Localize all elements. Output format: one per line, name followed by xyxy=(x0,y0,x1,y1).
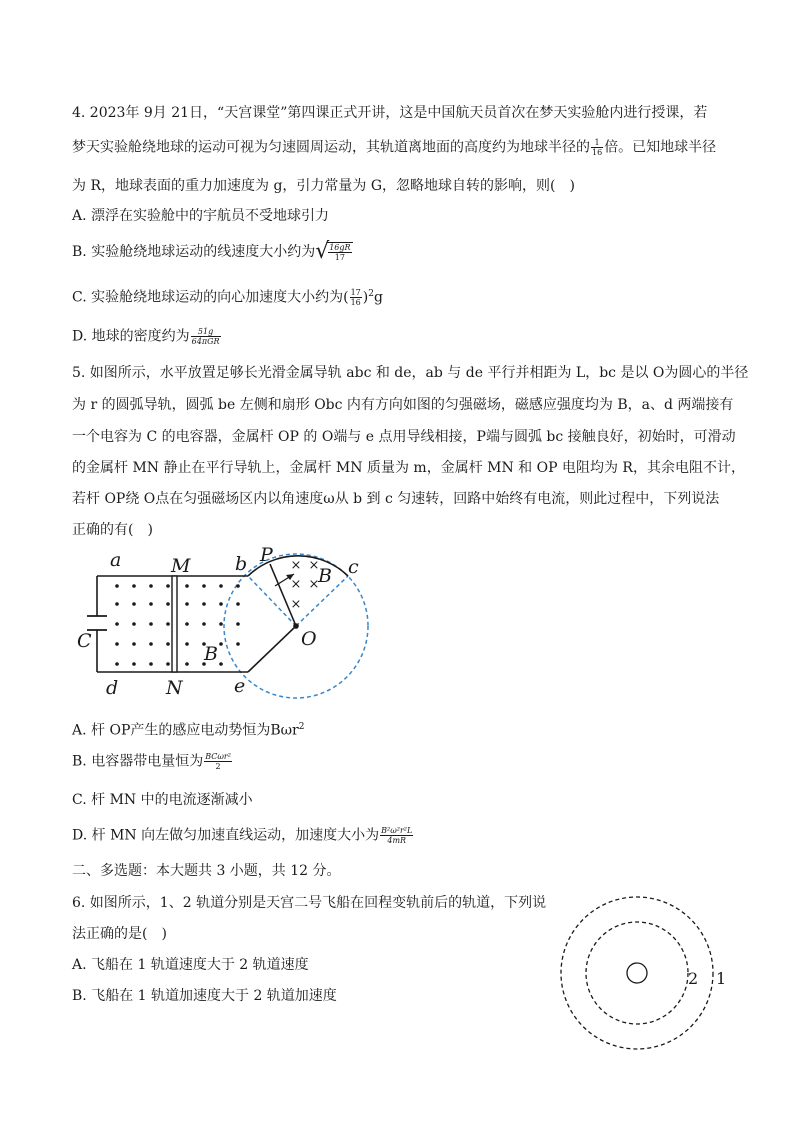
q5-circuit-diagram xyxy=(72,546,382,700)
label-b: b xyxy=(235,553,248,575)
label-p: P xyxy=(260,546,273,566)
q4-option-c xyxy=(72,285,383,307)
label-c: c xyxy=(348,556,359,578)
q5-option-d-text: D. 杆 MN 向左做匀加速直线运动，加速度大小为 xyxy=(72,827,380,844)
q4-option-a: A. 漂浮在实验舱中的宇航员不受地球引力 xyxy=(72,208,330,224)
q5-option-b-text: B. 电容器带电量恒为 xyxy=(72,753,204,770)
q5-option-d-fraction xyxy=(380,826,413,845)
field-crosses xyxy=(291,558,320,612)
q5-stem-line2: 为 r 的圆弧导轨，圆弧 be 左侧和扇形 Obc 内有方向如图的匀强磁场，磁感应强度均为 B，a、d 两端接有 xyxy=(72,397,734,413)
q4-option-d xyxy=(72,327,222,346)
q5-option-d xyxy=(72,826,414,845)
q4-stem-line2 xyxy=(72,138,716,157)
q4-option-d-text: D. 地球的密度约为 xyxy=(72,328,190,345)
q4-option-b-text: B. 实验舱绕地球运动的线速度大小约为 xyxy=(72,244,316,260)
q4-option-b xyxy=(72,241,353,263)
svg-text:×: × xyxy=(308,558,320,573)
label-b-field-bottom: B xyxy=(204,643,218,665)
q4-stem-line2-text: 梦天实验舱绕地球的运动可视为匀速圆周运动，其轨道离地面的高度约为地球半径的 xyxy=(72,139,590,156)
q6-option-b: B. 飞船在 1 轨道加速度大于 2 轨道加速度 xyxy=(72,988,337,1004)
frac-denominator: 64πGR xyxy=(191,337,220,346)
q4-stem-line1: 4. 2023年 9月 21日，“天宫课堂”第四课正式开讲，这是中国航天员首次在梦天实验舱内进行授课，若 xyxy=(72,105,708,121)
q5-stem-line5: 若杆 OP绕 O点在匀强磁场区内以角速度ω从 b 到 c 匀速转，回路中始终有电流，则此过程中，下列说法 xyxy=(72,491,720,507)
label-m: M xyxy=(171,555,191,577)
q5-option-a-text: A. 杆 OP产生的感应电动势恒为Bωr xyxy=(72,722,299,739)
wire-eo xyxy=(248,626,296,672)
section-title-multiple-choice: 二、多选题：本大题共 3 小题，共 12 分。 xyxy=(72,863,341,879)
q4-option-c-tail: g xyxy=(373,289,383,306)
label-d: d xyxy=(106,677,119,699)
label-n: N xyxy=(166,677,183,699)
q5-stem-line6: 正确的有( ) xyxy=(72,522,153,538)
svg-text:×: × xyxy=(290,597,302,612)
q5-stem-line4: 的金属杆 MN 静止在平行导轨上，金属杆 MN 质量为 m，金属杆 MN 和 OP 电阻均为 R，其余电阻不计， xyxy=(72,460,745,476)
q4-option-c-fraction xyxy=(350,288,362,307)
q4-stem-line3: 为 R，地球表面的重力加速度为 g，引力常量为 G，忽略地球自转的影响，则( ) xyxy=(72,178,575,194)
q6-stem-line2: 法正确的是( ) xyxy=(72,926,167,942)
orbit-label-1: 1 xyxy=(716,969,727,988)
paren-close: ) xyxy=(362,289,369,306)
q5-option-b xyxy=(72,752,233,771)
q4-fraction-1-16 xyxy=(591,138,603,157)
earth-circle xyxy=(627,963,647,983)
exponent: 2 xyxy=(368,289,374,299)
q5-stem-line1: 5. 如图所示，水平放置足够长光滑金属导轨 abc 和 de，ab 与 de 平行并相距为 L，bc 是以 O为圆心的半径 xyxy=(72,365,749,381)
label-e: e xyxy=(234,675,246,697)
label-a: a xyxy=(110,549,122,571)
q5-stem-line3: 一个电容为 C 的电容器，金属杆 OP 的 O端与 e 点用导线相接，P端与圆弧 bc 接触良好，初始时，可滑动 xyxy=(72,429,736,445)
radical-sign: √ xyxy=(315,239,330,264)
frac-numerator: 51g xyxy=(191,327,221,337)
q4-option-b-fraction xyxy=(328,243,351,262)
sqrt-expression xyxy=(315,241,352,263)
q6-orbit-diagram xyxy=(556,896,736,1052)
q6-stem-line1: 6. 如图所示，1、2 轨道分别是天宫二号飞船在回程变轨前后的轨道，下列说 xyxy=(72,895,547,911)
q5-option-a xyxy=(72,718,305,740)
label-o: O xyxy=(301,628,317,650)
frac-numerator: BCωr² xyxy=(205,752,231,761)
label-b-field-top: B xyxy=(318,565,332,587)
exponent: 2 xyxy=(298,722,305,732)
label-capacitor: C xyxy=(77,630,92,652)
frac-numerator: B²ω²r²L xyxy=(381,826,413,835)
svg-text:×: × xyxy=(290,577,302,592)
frac-denominator: 2 xyxy=(215,762,221,771)
rod-op xyxy=(270,564,296,626)
pivot-o xyxy=(293,623,299,629)
frac-numerator: 16gR xyxy=(329,243,351,252)
svg-text:×: × xyxy=(308,577,320,592)
q4-option-d-fraction xyxy=(191,327,221,346)
frac-denominator: 16 xyxy=(350,298,361,308)
orbit-label-2: 2 xyxy=(688,969,699,988)
frac-numerator: 1 xyxy=(591,138,603,148)
q5-option-b-fraction xyxy=(204,752,232,771)
frac-denominator: 17 xyxy=(334,253,345,262)
radius-ob-dashed xyxy=(248,576,296,626)
q4-option-c-text: C. 实验舱绕地球运动的向心加速度大小约为( xyxy=(72,289,349,306)
q5-option-c: C. 杆 MN 中的电流逐渐减小 xyxy=(72,792,253,808)
svg-text:×: × xyxy=(290,558,302,573)
q6-option-a: A. 飞船在 1 轨道速度大于 2 轨道速度 xyxy=(72,957,309,973)
frac-denominator: 4mR xyxy=(387,836,407,845)
q4-stem-line2-tail: 倍。已知地球半径 xyxy=(604,139,717,156)
frac-denominator: 16 xyxy=(592,148,603,157)
rod-mn xyxy=(172,576,177,672)
frac-numerator: 17 xyxy=(350,288,361,298)
